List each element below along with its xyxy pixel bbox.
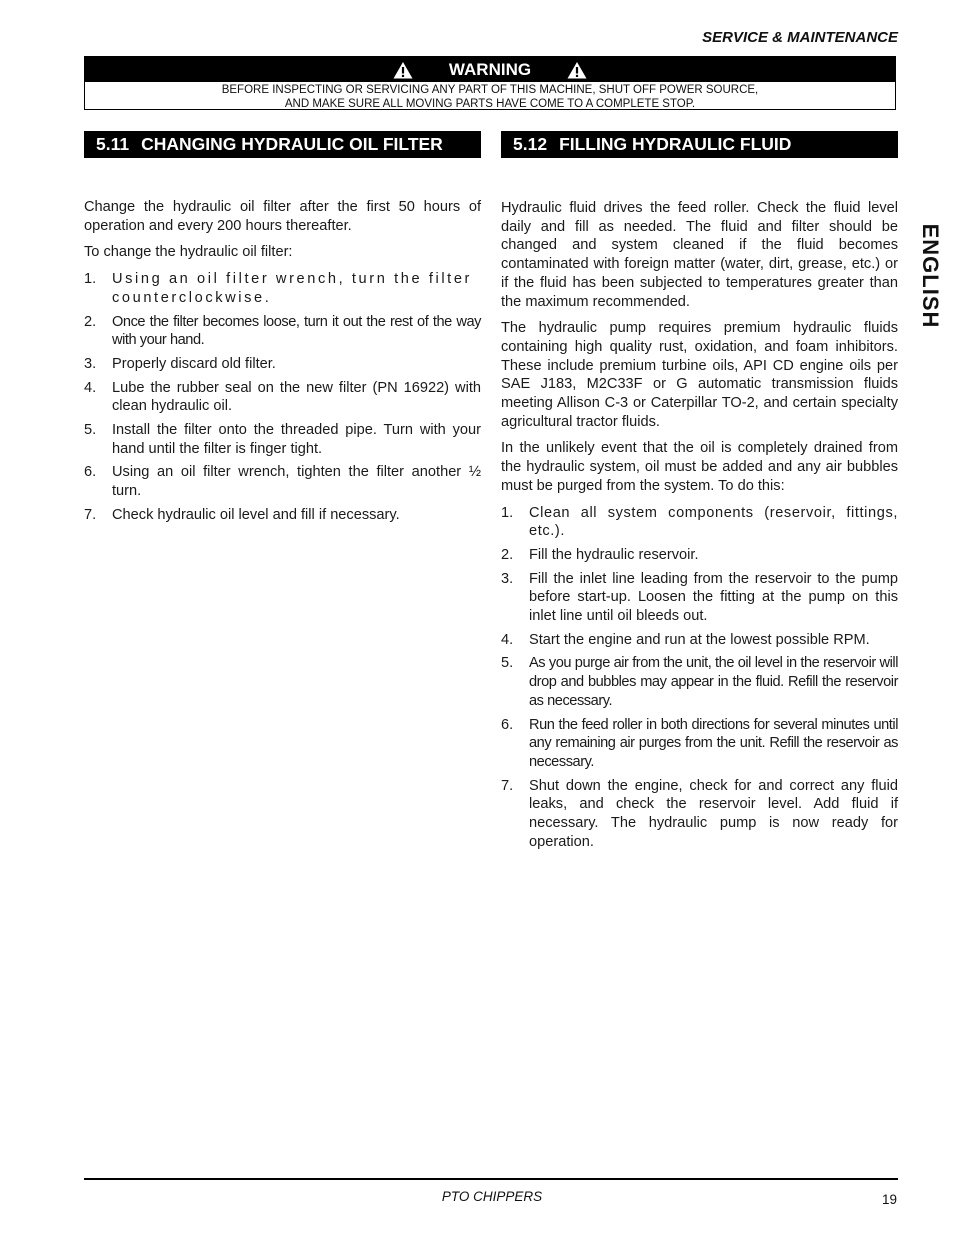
step-text: Using an oil filter wrench, turn the filter counterclockwise. [112,271,473,306]
warning-header [85,57,895,82]
section-number: 5.12 [513,134,548,154]
step-number: 6. [501,716,514,733]
step-number: 3. [84,355,97,372]
step-text: Check hydraulic oil level and fill if necessary. [112,506,400,523]
step-text: Fill the hydraulic reservoir. [529,546,699,563]
section-number: 5.11 [96,134,130,154]
section-5-11 [84,131,481,530]
warning-box [84,56,896,110]
step-item [84,506,481,525]
step-number: 6. [84,464,97,481]
step-number: 4. [501,631,514,648]
step-item [501,504,898,541]
step-text: As you purge air from the unit, the oil level in the reservoir will drop and bubbles may appear in the fluid. Refill the reservoir as necessary. [529,655,898,709]
warning-line: BEFORE INSPECTING OR SERVICING ANY PART OF THIS MACHINE, SHUT OFF POWER SOURCE, [221,84,759,96]
paragraph: In the unlikely event that the oil is completely drained from the hydraulic system, oil must be added and any air bubbles must be purged from the system. To do this: [501,440,898,494]
running-header: SERVICE & MAINTENANCE [702,29,898,46]
step-item [501,777,898,852]
step-text: Fill the inlet line leading from the reservoir to the pump before start-up. Loosen the fitting at the pump on this inlet line until oil bleeds out. [529,570,898,625]
section-title: FILLING HYDRAULIC FLUID [559,134,792,154]
step-text: Properly discard old filter. [112,355,276,372]
step-text: Clean all system components (reservoir, fittings, etc.). [529,504,898,540]
step-text: Once the filter becomes loose, turn it out the rest of the way with your hand. [112,313,481,349]
step-item [84,463,481,500]
step-item [501,631,898,650]
step-text: Run the feed roller in both directions for several minutes until any remaining air purges from the unit. Refill the reservoir as necessary. [529,716,898,770]
paragraph: To change the hydraulic oil filter: [84,244,293,261]
step-item [84,313,481,350]
step-number: 7. [501,777,514,794]
step-number: 4. [84,379,97,396]
step-text: Start the engine and run at the lowest possible RPM. [529,631,870,648]
steps-list [84,270,481,524]
step-number: 3. [501,570,514,587]
paragraph: Change the hydraulic oil filter after the first 50 hours of operation and every 200 hours thereafter. [84,199,481,234]
warning-title: WARNING [448,59,532,79]
paragraph: Hydraulic fluid drives the feed roller. Check the fluid level daily and fill as needed. The fluid and filter should be changed and system cleaned if the fluid becomes contaminated with foreign matter (water, dirt, grease, etc.) or if the fluid has been subjected to temperatures greater than the maximum recommended. [501,200,898,310]
step-item [84,379,481,416]
step-item [84,270,481,307]
page-number: 19 [881,1192,897,1207]
footer-divider [84,1178,898,1180]
warning-text [85,82,895,111]
steps-list [501,504,898,852]
section-heading [501,131,898,158]
warning-line: AND MAKE SURE ALL MOVING PARTS HAVE COME TO A COMPLETE STOP. [284,98,696,110]
step-item [84,355,481,374]
step-number: 7. [84,506,97,523]
warning-triangle-icon [393,61,413,79]
step-number: 2. [84,313,97,330]
section-5-12 [501,131,898,857]
language-tab: ENGLISH [918,223,943,329]
step-item [84,421,481,458]
step-item [501,570,898,626]
step-number: 1. [84,271,97,288]
footer-document-title: PTO CHIPPERS [441,1189,543,1204]
step-text: Shut down the engine, check for and correct any fluid leaks, and check the reservoir level. Add fluid if necessary. The hydraulic pump is now ready for operation. [529,777,898,850]
section-title: CHANGING HYDRAULIC OIL FILTER [141,134,443,154]
step-number: 2. [501,546,514,563]
warning-triangle-icon [567,61,587,79]
step-number: 5. [84,422,97,439]
section-heading [84,131,481,158]
step-number: 5. [501,655,514,672]
step-item [501,546,898,565]
step-text: Lube the rubber seal on the new filter (PN 16922) with clean hydraulic oil. [112,379,481,415]
step-text: Using an oil filter wrench, tighten the filter another ½ turn. [112,464,481,500]
step-number: 1. [501,504,514,521]
step-text: Install the filter onto the threaded pipe. Turn with your hand until the filter is finger tight. [112,422,481,457]
step-item [501,716,898,772]
step-item [501,654,898,710]
paragraph: The hydraulic pump requires premium hydraulic fluids containing high quality rust, oxidation, and foam inhibitors. These include premium turbine oils, API CD engine oils per SAE J183, M2C33F or G automatic transmission fluids meeting Allison C-3 or Caterpillar TO-2, and certain specialty agricultural tractor fluids. [501,320,898,430]
